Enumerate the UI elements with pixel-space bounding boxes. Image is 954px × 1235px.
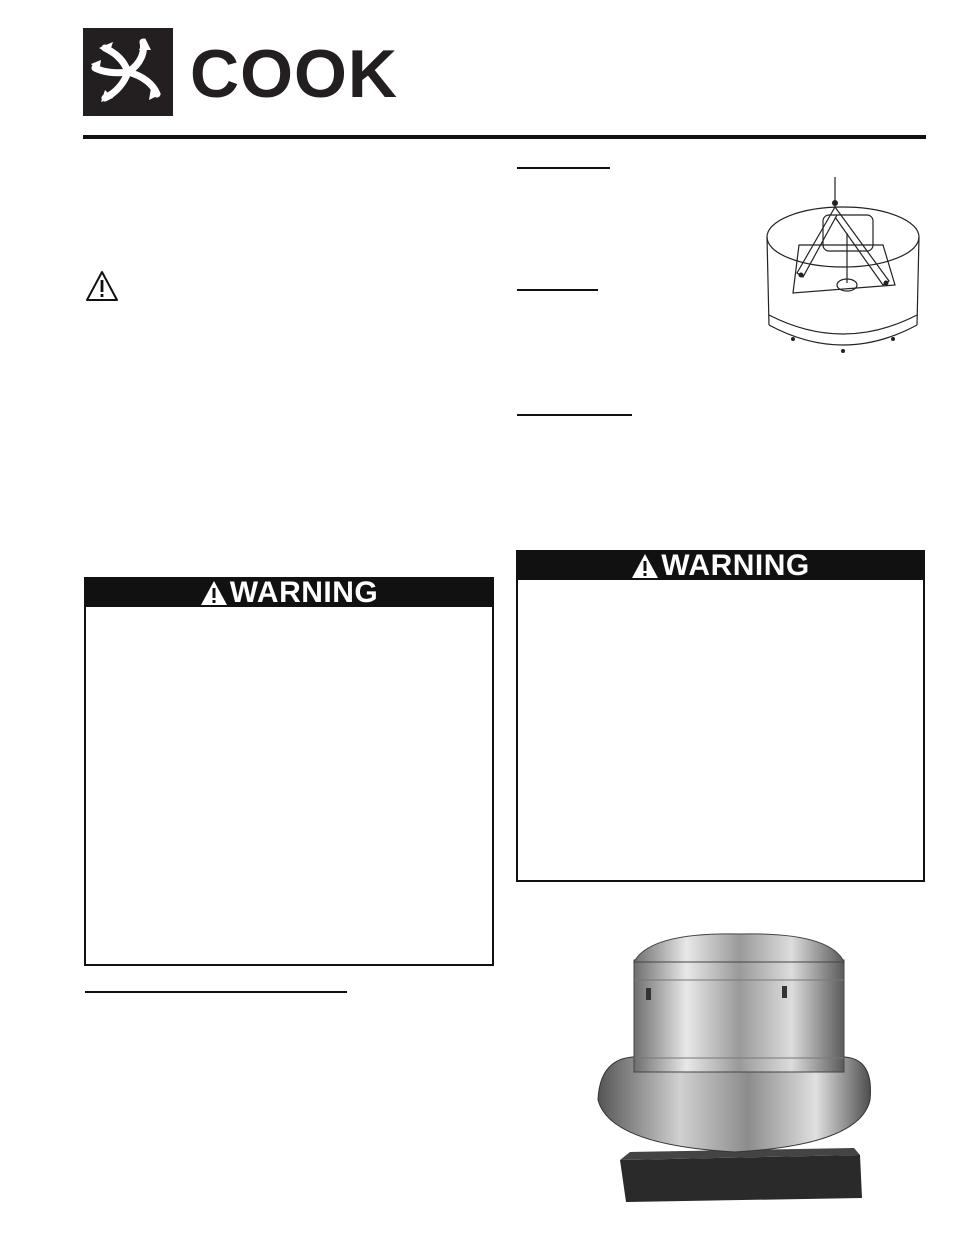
warning-label: WARNING xyxy=(229,576,379,609)
caution-triangle-icon xyxy=(85,270,119,302)
fan-blades-logo-icon xyxy=(83,28,173,116)
warning-header xyxy=(518,549,923,582)
downblast-fan-image xyxy=(590,930,880,1210)
header-rule xyxy=(83,135,926,139)
fan-lifting-diagram xyxy=(763,175,923,365)
warning-box-left xyxy=(84,577,494,966)
section-heading-underline-2 xyxy=(517,289,598,291)
warning-header xyxy=(86,576,492,609)
warning-box-right xyxy=(516,550,925,882)
brand-logo-mark xyxy=(83,28,173,116)
warning-label: WARNING xyxy=(661,549,810,582)
section-heading-underline-4 xyxy=(85,991,347,993)
warning-triangle-icon xyxy=(200,580,228,606)
warning-triangle-icon xyxy=(631,553,659,579)
section-heading-underline-1 xyxy=(517,167,610,169)
brand-name: COOK xyxy=(190,36,398,112)
section-heading-underline-3 xyxy=(517,414,632,416)
